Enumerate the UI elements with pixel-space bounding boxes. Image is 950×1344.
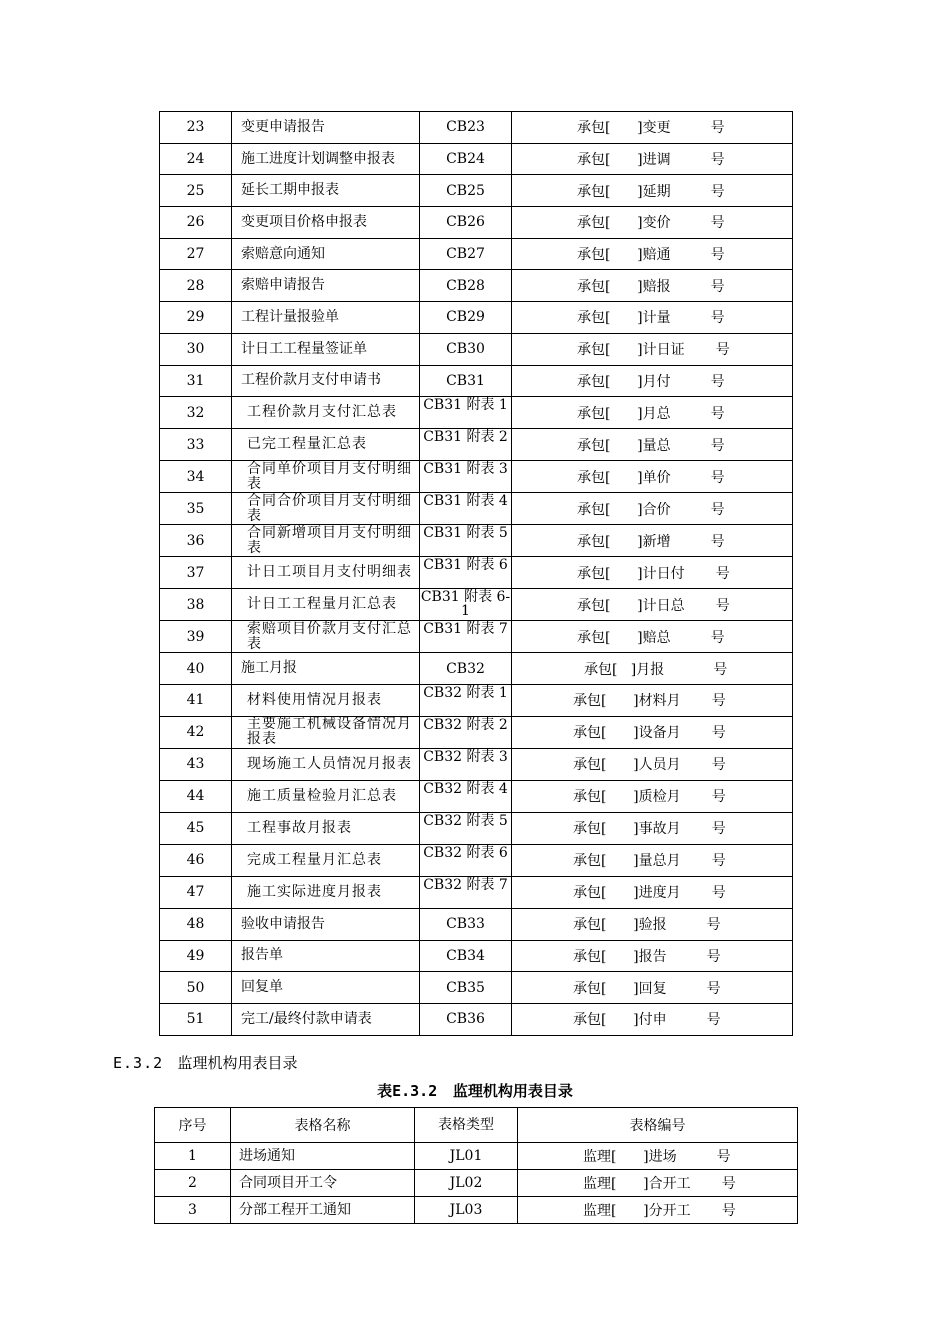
row-number: 42 xyxy=(160,716,232,748)
table-row xyxy=(160,589,793,621)
form-type: CB24 xyxy=(446,151,485,168)
form-type-cell xyxy=(420,557,512,589)
form-name: 索赔项目价款月支付汇总表 xyxy=(232,621,420,653)
form-code-cell xyxy=(512,365,793,397)
form-code-cell xyxy=(512,589,793,621)
form-type: CB28 xyxy=(446,277,485,294)
form-code: 承包[ ]单价 号 xyxy=(577,469,725,486)
row-number: 34 xyxy=(160,461,232,493)
form-code: 承包[ ]计日证 号 xyxy=(577,342,730,359)
form-type-cell xyxy=(420,238,512,270)
form-name: 完成工程量月汇总表 xyxy=(232,844,420,876)
row-number: 49 xyxy=(160,940,232,972)
form-type-cell xyxy=(420,940,512,972)
form-type-cell xyxy=(420,365,512,397)
row-number: 45 xyxy=(160,812,232,844)
form-code: 承包[ ]付申 号 xyxy=(573,1012,721,1029)
form-code: 承包[ ]验报 号 xyxy=(573,917,721,934)
table-row xyxy=(160,143,793,175)
form-code-cell xyxy=(512,461,793,493)
row-number: 24 xyxy=(160,143,232,175)
form-type: JL03 xyxy=(415,1197,518,1224)
table-row xyxy=(160,621,793,653)
caption-title: 监理机构用表目录 xyxy=(452,1082,573,1100)
form-name: 进场通知 xyxy=(231,1143,415,1170)
form-type-cell xyxy=(420,112,512,144)
form-code-cell xyxy=(512,333,793,365)
section-number: E.3.2 xyxy=(113,1054,164,1072)
form-name: 合同合价项目月支付明细表 xyxy=(232,493,420,525)
caption-prefix: 表 xyxy=(377,1082,393,1100)
row-number: 25 xyxy=(160,175,232,207)
form-code: 承包[ ]赔总 号 xyxy=(577,629,725,646)
form-name: 报告单 xyxy=(232,940,420,972)
header-code: 表格编号 xyxy=(518,1108,798,1143)
form-type-cell xyxy=(420,684,512,716)
form-type-cell xyxy=(420,175,512,207)
form-code: 承包[ ]月总 号 xyxy=(577,405,725,422)
form-code: 承包[ ]量总 号 xyxy=(577,437,725,454)
table-row xyxy=(160,716,793,748)
table-row xyxy=(160,333,793,365)
section-heading xyxy=(113,1052,297,1073)
form-name: 主要施工机械设备情况月报表 xyxy=(232,716,420,748)
row-number: 47 xyxy=(160,876,232,908)
table-row xyxy=(160,1003,793,1035)
form-type: CB32 附表 2 xyxy=(423,716,508,733)
form-code: 承包[ ]变更 号 xyxy=(577,120,725,137)
table-row xyxy=(160,461,793,493)
form-name: 验收申请报告 xyxy=(232,908,420,940)
form-code: 承包[ ]计日总 号 xyxy=(577,597,730,614)
form-code-cell xyxy=(512,397,793,429)
form-type: CB32 附表 7 xyxy=(423,876,508,893)
table-row xyxy=(160,780,793,812)
form-name: 已完工程量汇总表 xyxy=(232,429,420,461)
form-name: 完工/最终付款申请表 xyxy=(232,1003,420,1035)
form-name: 计日工工程量月汇总表 xyxy=(232,589,420,621)
form-type: CB27 xyxy=(446,246,485,263)
form-type: CB34 xyxy=(446,947,485,964)
form-type-cell xyxy=(420,525,512,557)
row-number: 26 xyxy=(160,207,232,239)
form-code-cell xyxy=(512,270,793,302)
row-number: 39 xyxy=(160,621,232,653)
table-row xyxy=(160,429,793,461)
form-code: 承包[ ]材料月 号 xyxy=(573,693,726,710)
form-code-cell xyxy=(512,175,793,207)
form-name: 合同单价项目月支付明细表 xyxy=(232,461,420,493)
table-row xyxy=(160,270,793,302)
form-type: CB31 附表 6-1 xyxy=(420,589,511,620)
form-name: 变更申请报告 xyxy=(232,112,420,144)
row-number: 50 xyxy=(160,972,232,1004)
form-code: 承包[ ]月付 号 xyxy=(577,373,725,390)
form-type: CB32 附表 1 xyxy=(423,684,508,701)
form-type-cell xyxy=(420,333,512,365)
table-row xyxy=(160,972,793,1004)
form-name: 计日工工程量签证单 xyxy=(232,333,420,365)
section-title: 监理机构用表目录 xyxy=(177,1054,298,1072)
table-row xyxy=(160,397,793,429)
form-code-cell xyxy=(512,302,793,334)
row-number: 2 xyxy=(155,1170,231,1197)
form-type: CB25 xyxy=(446,182,485,199)
table-row xyxy=(160,684,793,716)
forms-table-contractor xyxy=(159,111,793,1036)
table-body xyxy=(160,112,793,1036)
form-name: 施工进度计划调整申报表 xyxy=(232,143,420,175)
form-code-cell xyxy=(512,653,793,685)
form-type-cell xyxy=(420,716,512,748)
form-code: 承包[ ]进调 号 xyxy=(577,152,725,169)
table-row xyxy=(160,175,793,207)
form-type: JL02 xyxy=(415,1170,518,1197)
form-type: CB33 xyxy=(446,916,485,933)
form-type: CB36 xyxy=(446,1011,485,1028)
form-type-cell xyxy=(420,589,512,621)
form-name: 工程事故月报表 xyxy=(232,812,420,844)
form-code: 承包[ ]计量 号 xyxy=(577,310,725,327)
form-code: 监理[ ]合开工 号 xyxy=(518,1170,798,1197)
header-type: 表格类型 xyxy=(415,1108,518,1143)
form-name: 合同新增项目月支付明细表 xyxy=(232,525,420,557)
form-type-cell xyxy=(420,621,512,653)
row-number: 35 xyxy=(160,493,232,525)
form-code: 承包[ ]进度月 号 xyxy=(573,885,726,902)
row-number: 41 xyxy=(160,684,232,716)
row-number: 27 xyxy=(160,238,232,270)
form-code: 承包[ ]计日付 号 xyxy=(577,565,730,582)
row-number: 23 xyxy=(160,112,232,144)
form-type-cell xyxy=(420,207,512,239)
form-code-cell xyxy=(512,812,793,844)
form-code-cell xyxy=(512,207,793,239)
form-name: 索赔意向通知 xyxy=(232,238,420,270)
form-type-cell xyxy=(420,972,512,1004)
form-type: CB29 xyxy=(446,309,485,326)
row-number: 43 xyxy=(160,748,232,780)
row-number: 37 xyxy=(160,557,232,589)
form-name: 工程计量报验单 xyxy=(232,302,420,334)
table-row xyxy=(160,876,793,908)
row-number: 28 xyxy=(160,270,232,302)
form-type: CB31 附表 3 xyxy=(423,461,508,478)
form-code: 承包[ ]变价 号 xyxy=(577,215,725,232)
form-type-cell xyxy=(420,270,512,302)
row-number: 31 xyxy=(160,365,232,397)
form-type-cell xyxy=(420,302,512,334)
table-row xyxy=(160,207,793,239)
form-code: 监理[ ]进场 号 xyxy=(518,1143,798,1170)
form-type-cell xyxy=(420,653,512,685)
row-number: 44 xyxy=(160,780,232,812)
form-code: 承包[ ]事故月 号 xyxy=(573,821,726,838)
form-code-cell xyxy=(512,621,793,653)
row-number: 1 xyxy=(155,1143,231,1170)
form-code: 承包[ ]赔报 号 xyxy=(577,278,725,295)
form-code: 承包[ ]质检月 号 xyxy=(573,789,726,806)
form-type-cell xyxy=(420,143,512,175)
form-code-cell xyxy=(512,876,793,908)
form-code-cell xyxy=(512,684,793,716)
table-row xyxy=(160,365,793,397)
table-row xyxy=(155,1170,798,1197)
table-row xyxy=(155,1197,798,1224)
form-type: CB23 xyxy=(446,119,485,136)
table-row xyxy=(160,493,793,525)
form-code: 承包[ ]设备月 号 xyxy=(573,725,726,742)
table-caption xyxy=(0,1080,950,1101)
table-row xyxy=(160,748,793,780)
form-type-cell xyxy=(420,876,512,908)
forms-table-supervisor xyxy=(154,1107,798,1224)
header-no: 序号 xyxy=(155,1108,231,1143)
form-code-cell xyxy=(512,143,793,175)
form-name: 分部工程开工通知 xyxy=(231,1197,415,1224)
form-code-cell xyxy=(512,557,793,589)
table-row xyxy=(155,1143,798,1170)
form-name: 合同项目开工令 xyxy=(231,1170,415,1197)
form-code: 承包[ ]人员月 号 xyxy=(573,757,726,774)
form-name: 计日工项目月支付明细表 xyxy=(232,557,420,589)
form-type-cell xyxy=(420,493,512,525)
form-type: CB32 附表 4 xyxy=(423,780,508,797)
row-number: 48 xyxy=(160,908,232,940)
form-code: 承包[ ]量总月 号 xyxy=(573,853,726,870)
form-type: CB31 附表 2 xyxy=(423,429,508,446)
table-row xyxy=(160,844,793,876)
form-code: 承包[ ]赔通 号 xyxy=(577,247,725,264)
form-type: JL01 xyxy=(415,1143,518,1170)
form-code: 承包[ ]月报 号 xyxy=(584,661,728,678)
row-number: 51 xyxy=(160,1003,232,1035)
form-code: 承包[ ]回复 号 xyxy=(573,980,721,997)
row-number: 40 xyxy=(160,653,232,685)
form-type-cell xyxy=(420,908,512,940)
header-name: 表格名称 xyxy=(231,1108,415,1143)
form-code: 监理[ ]分开工 号 xyxy=(518,1197,798,1224)
table-row xyxy=(160,302,793,334)
table-row xyxy=(160,653,793,685)
form-type-cell xyxy=(420,397,512,429)
form-code-cell xyxy=(512,748,793,780)
row-number: 36 xyxy=(160,525,232,557)
form-type: CB30 xyxy=(446,341,485,358)
form-code-cell xyxy=(512,1003,793,1035)
caption-number: E.3.2 xyxy=(392,1082,438,1100)
form-name: 现场施工人员情况月报表 xyxy=(232,748,420,780)
table-row xyxy=(160,112,793,144)
form-type: CB32 xyxy=(446,660,485,677)
form-type: CB31 附表 1 xyxy=(423,397,508,414)
form-type: CB32 附表 5 xyxy=(423,812,508,829)
row-number: 46 xyxy=(160,844,232,876)
row-number: 38 xyxy=(160,589,232,621)
form-type-cell xyxy=(420,748,512,780)
row-number: 3 xyxy=(155,1197,231,1224)
form-type: CB32 附表 6 xyxy=(423,844,508,861)
form-name: 施工实际进度月报表 xyxy=(232,876,420,908)
form-code-cell xyxy=(512,238,793,270)
form-type-cell xyxy=(420,812,512,844)
form-name: 材料使用情况月报表 xyxy=(232,684,420,716)
form-type-cell xyxy=(420,429,512,461)
form-type: CB31 附表 6 xyxy=(423,557,508,574)
row-number: 30 xyxy=(160,333,232,365)
form-name: 索赔申请报告 xyxy=(232,270,420,302)
form-code: 承包[ ]报告 号 xyxy=(573,948,721,965)
form-code-cell xyxy=(512,112,793,144)
table-row xyxy=(160,908,793,940)
form-type-cell xyxy=(420,461,512,493)
row-number: 33 xyxy=(160,429,232,461)
form-code-cell xyxy=(512,716,793,748)
form-type: CB35 xyxy=(446,979,485,996)
form-name: 施工月报 xyxy=(232,653,420,685)
form-code: 承包[ ]新增 号 xyxy=(577,533,725,550)
form-code-cell xyxy=(512,780,793,812)
header-row xyxy=(155,1108,798,1143)
table-row xyxy=(160,557,793,589)
form-code-cell xyxy=(512,429,793,461)
row-number: 29 xyxy=(160,302,232,334)
form-type: CB32 附表 3 xyxy=(423,748,508,765)
form-code-cell xyxy=(512,972,793,1004)
form-code-cell xyxy=(512,525,793,557)
table-body xyxy=(155,1108,798,1224)
form-code-cell xyxy=(512,844,793,876)
form-code-cell xyxy=(512,908,793,940)
table-row xyxy=(160,238,793,270)
form-code: 承包[ ]延期 号 xyxy=(577,183,725,200)
form-code-cell xyxy=(512,493,793,525)
form-type-cell xyxy=(420,780,512,812)
form-type: CB31 附表 4 xyxy=(423,493,508,510)
form-name: 回复单 xyxy=(232,972,420,1004)
form-name: 延长工期申报表 xyxy=(232,175,420,207)
form-name: 工程价款月支付汇总表 xyxy=(232,397,420,429)
table-row xyxy=(160,525,793,557)
form-type: CB26 xyxy=(446,214,485,231)
form-name: 工程价款月支付申请书 xyxy=(232,365,420,397)
form-type: CB31 附表 5 xyxy=(423,525,508,542)
form-type: CB31 附表 7 xyxy=(423,621,508,638)
row-number: 32 xyxy=(160,397,232,429)
form-name: 施工质量检验月汇总表 xyxy=(232,780,420,812)
form-type: CB31 xyxy=(446,372,485,389)
table-row xyxy=(160,812,793,844)
form-code: 承包[ ]合价 号 xyxy=(577,501,725,518)
form-type-cell xyxy=(420,1003,512,1035)
form-code-cell xyxy=(512,940,793,972)
form-name: 变更项目价格申报表 xyxy=(232,207,420,239)
table-row xyxy=(160,940,793,972)
form-type-cell xyxy=(420,844,512,876)
